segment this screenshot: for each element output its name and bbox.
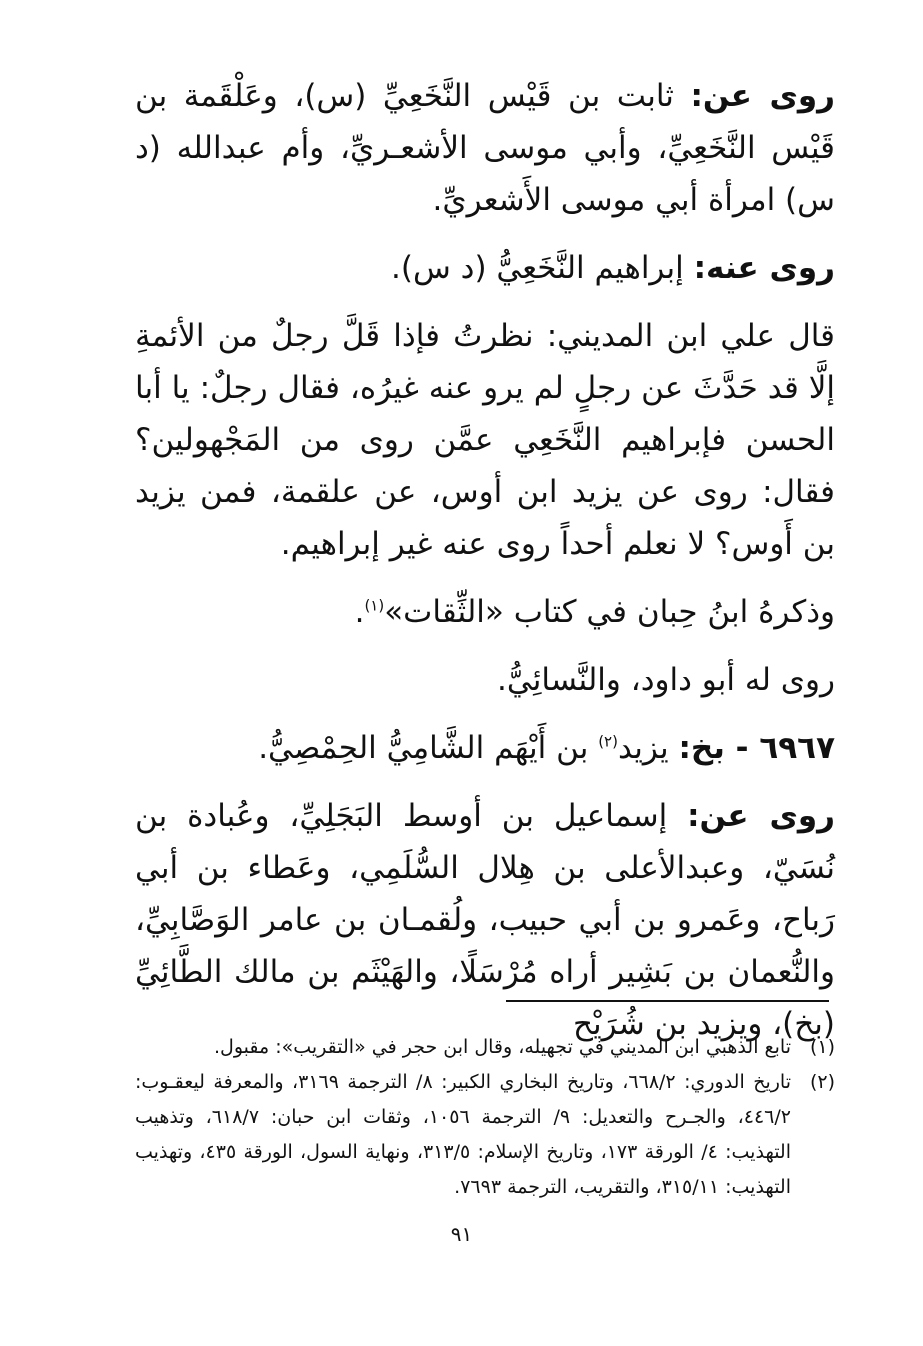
ibn-hibban-end: . [354, 594, 365, 630]
entry-name-b: بن أَيْهَم الشَّامِيُّ الحِمْصِيُّ. [258, 730, 599, 766]
footnote-text: تابع الذهبي ابن المديني في تجهيله، وقال ابن حجر في «التقريب»: مقبول. [214, 1036, 791, 1058]
entry2-narrated-from [135, 790, 835, 1050]
footnote-number: (١) [809, 1036, 835, 1058]
page-number: ٩١ [450, 1222, 473, 1246]
footnote-text: تاريخ الدوري: ٦٦٨/٢، وتاريخ البخاري الكبير: ٨/ الترجمة ٣١٦٩، والمعرفة ليعقـوب: ٤٤٦/٢، والجـرح والتعديل: ٩/ الترجمة ١٠٥٦، وثقات ابن حبان: ٦١٨/٧، وتذهيب التهذيب: ٤/ الورقة ١٧٣، وتاريخ الإسلام: ٣١٣/٥، ونهاية السول، الورقة ٤٣٥، وتهذيب التهذيب: ٣١٥/١١، والتقريب، الترجمة ٧٦٩٣. [135, 1071, 791, 1198]
narrated-by-text: إبراهيم النَّخَعِيُّ (د س). [391, 250, 694, 286]
footnote [135, 1065, 835, 1205]
entry1-narrated-from [135, 70, 835, 226]
narrated-from-label: روى عن: [690, 78, 835, 114]
narrated-him-paragraph: روى له أبو داود، والنَّسائِيُّ. [497, 662, 835, 698]
entry1-narrated-by [135, 242, 835, 294]
narrated-by-label: روى عنه: [693, 250, 835, 286]
footnote-ref-2[interactable]: (٢) [598, 732, 618, 751]
footnotes [135, 1030, 835, 1205]
main-text [135, 70, 835, 1050]
entry2-heading [135, 722, 835, 774]
ibn-hibban-paragraph [135, 586, 835, 638]
entry-number: ٦٩٦٧ - بخ: [678, 730, 835, 766]
entry2-narrated-from-label: روى عن: [687, 798, 836, 834]
ibn-hibban-text: وذكرهُ ابنُ حِبان في كتاب «الثِّقات» [384, 594, 835, 630]
entry2-narrated-from-text: إسماعيل بن أوسط البَجَلِيِّ، وعُبادة بن نُسَيّ، وعبدالأعلى بن هِلال السُّلَمِي، وعَطاء بن أبي رَباح، وعَمرو بن أبي حبيب، ولُقمـان بن عامر الوَصَّابِيِّ، والنُّعمان بن بَشِير أراه مُرْسَلًا، والهَيْثَم بن مالك الطَّائِيِّ (بخ)، ويزيد بن شُرَيْح [135, 798, 835, 1042]
footnote-number: (٢) [809, 1071, 835, 1093]
entry-name-a: يزيد [617, 730, 679, 766]
narrated-from-text: ثابت بن قَيْس النَّخَعِيِّ (س)، وعَلْقَمة بن قَيْس النَّخَعِيِّ، وأبي موسى الأشعـريِّ، وأم عبدالله (د س) امرأة أبي موسى الأَشعريِّ. [135, 78, 835, 218]
footnote [135, 1030, 835, 1065]
madini-paragraph: قال علي ابن المديني: نظرتُ فإذا قَلَّ رجلٌ من الأئمةِ إلَّا قد حَدَّثَ عن رجلٍ لم يرو عنه غيرُه، فقال رجلٌ: يا أبا الحسن فإبراهيم النَّخَعِي عمَّن روى من المَجْهولين؟ فقال: روى عن يزيد ابن أوس، عن علقمة، فمن يزيد بن أَوس؟ لا نعلم أحداً روى عنه غير إبراهيم. [135, 318, 835, 562]
footnote-ref-1[interactable]: (١) [364, 596, 385, 615]
footnote-divider [506, 1000, 829, 1002]
